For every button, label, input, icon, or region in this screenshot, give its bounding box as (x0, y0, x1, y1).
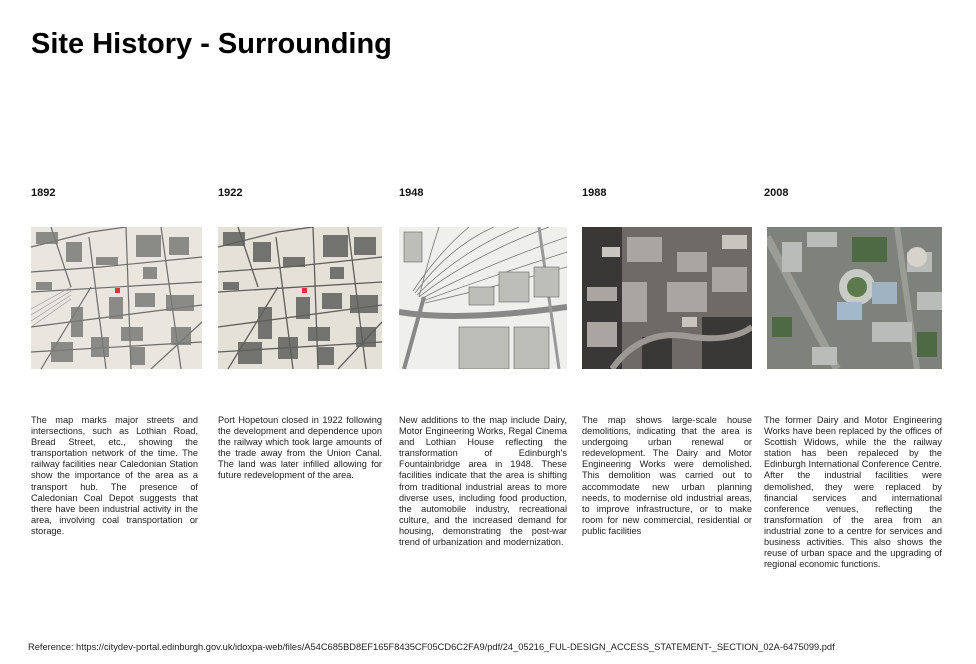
historic-map-1922-image (218, 227, 382, 369)
year-label: 1948 (399, 187, 424, 199)
entry-description: Port Hopetoun closed in 1922 following the development and dependence upon the railway which took large amounts of the trade away from the Union Canal. The land was later infilled allowing for future redevelopment of the area. (218, 415, 382, 481)
year-label: 1988 (582, 187, 607, 199)
entry-description: The former Dairy and Motor Engineering Works have been replaced by the offices of Scottish Widows, while the the railway station has been repaleced by the Edinburgh International Conference Centre. After the industrial facilities were demolished, they were replaced by financial services and international conference venues, reflecting the transformation of the area from an industrial zone to a centre for services and business activities. This also shows the reuse of urban space and the upgrading of regional economic functions. (764, 415, 942, 570)
page-title: Site History - Surrounding (31, 28, 392, 60)
aerial-photo-2008-image (767, 227, 942, 369)
entry-description: The map marks major streets and intersections, such as Lothian Road, Bread Street, etc., showing the transportation network of the time. The railway facilities near Caledonian Station show the importance of the area as a transport hub. The presence of Caledonian Coal Depot suggests that there have been industrial activity in the area, involving coal transportation or storage. (31, 415, 198, 536)
historic-map-1892-image (31, 227, 202, 369)
year-label: 1922 (218, 187, 243, 199)
year-label: 1892 (31, 187, 56, 199)
aerial-photo-1988-image (582, 227, 752, 369)
entry-description: The map shows large-scale house demolitions, indicating that the area is undergoing urban renewal or redevelopment. The Dairy and Motor Engineering Works were demolished. This demolition was carried out to accommodate new urban planning needs, to modernise old industrial areas, to improve infrastructure, or to make room for new commercial, residential or public facilities (582, 415, 752, 536)
entry-description: New additions to the map include Dairy, Motor Engineering Works, Regal Cinema and Lothian House reflecting the transformation of Edinburgh's Fountainbridge area in 1948. These facilities indicate that the area is shifting from traditional industrial areas to more diverse uses, including food production, the automobile industry, recreational culture, and the increased demand for housing, demonstrating the post-war trend of urbanization and modernization. (399, 415, 567, 548)
reference-link[interactable]: Reference: https://citydev-portal.edinburgh.gov.uk/idoxpa-web/files/A54C685BD8EF165F8435CF05CD6C2FA9/pdf/24_05216_FUL-DESIGN_ACCESS_STATEMENT-_SECTION_02A-6475099.pdf (28, 642, 835, 652)
year-label: 2008 (764, 187, 789, 199)
historic-map-1948-image (399, 227, 567, 369)
